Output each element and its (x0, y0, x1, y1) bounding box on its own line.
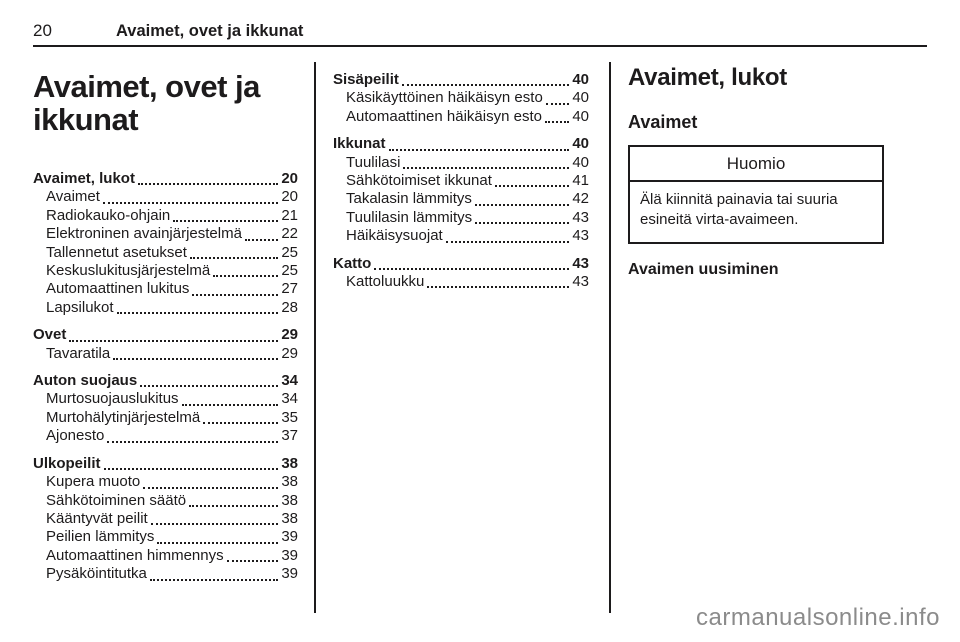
toc-entry-page: 39 (281, 565, 298, 583)
toc-entry[interactable] (33, 565, 298, 583)
toc-column-middle (333, 62, 589, 291)
toc-entry[interactable] (33, 170, 298, 188)
toc-entry[interactable] (33, 409, 298, 427)
toc-leader-dots (495, 185, 569, 187)
toc-entry-label: Ajonesto (46, 427, 105, 445)
toc-entry-page: 38 (281, 473, 298, 491)
toc-leader-dots (475, 204, 569, 206)
toc-entry[interactable] (333, 135, 589, 153)
toc-entry-page: 43 (572, 227, 589, 245)
toc-leader-dots (150, 579, 278, 581)
toc-entry-label: Sisäpeilit (333, 71, 399, 88)
toc-leader-dots (227, 560, 279, 562)
toc-entry[interactable] (33, 473, 298, 491)
toc-entry-page: 35 (281, 408, 298, 426)
toc-entry[interactable] (333, 209, 589, 227)
toc-entry[interactable] (333, 273, 589, 291)
toc-entry-label: Peilien lämmitys (46, 528, 155, 546)
toc-entry[interactable] (33, 207, 298, 225)
toc-entry[interactable] (333, 227, 589, 245)
toc-entry-label: Automaattinen häikäisyn esto (346, 107, 542, 125)
toc-leader-dots (113, 358, 278, 360)
toc-leader-dots (151, 523, 279, 525)
toc-leader-dots (103, 202, 278, 204)
toc-leader-dots (427, 286, 569, 288)
column-divider-left (314, 62, 316, 613)
toc-entry-label: Kattoluukku (346, 273, 425, 291)
toc-entry-page: 38 (281, 454, 298, 472)
toc-entry-label: Automaattinen lukitus (46, 280, 190, 298)
toc-leader-dots (143, 487, 278, 489)
toc-entry[interactable] (33, 244, 298, 262)
toc-leader-dots (389, 149, 570, 151)
toc-entry-label: Ulkopeilit (33, 454, 101, 472)
toc-entry-label: Pysäköintitutka (46, 565, 147, 583)
toc-entry-page: 34 (281, 390, 298, 408)
toc-entry-label: Elektroninen avainjärjestelmä (46, 225, 242, 243)
toc-entry-label: Takalasin lämmitys (346, 190, 472, 208)
toc-leader-dots (402, 84, 569, 86)
toc-entry-label: Murtohälytinjärjestelmä (46, 408, 201, 426)
toc-leader-dots (245, 239, 278, 241)
toc-entry-page: 40 (572, 135, 589, 153)
toc-entry[interactable] (33, 225, 298, 243)
toc-entry-page: 42 (572, 190, 589, 208)
toc-entry-page: 27 (281, 280, 298, 298)
article-column (628, 62, 884, 288)
toc-entry-page: 38 (281, 491, 298, 509)
chapter-heading: Avaimet, ovet ja ikkunat (33, 69, 260, 137)
subsection-title: Avaimet (628, 112, 698, 132)
toc-leader-dots (189, 505, 278, 507)
toc-entry-page: 29 (281, 326, 298, 344)
running-chapter-title: Avaimet, ovet ja ikkunat (116, 22, 304, 40)
toc-entry[interactable] (333, 190, 589, 208)
toc-entry-label: Kupera muoto (46, 473, 141, 491)
toc-entry[interactable] (33, 547, 298, 565)
watermark-site-link[interactable]: carmanualsonline.info (696, 604, 940, 631)
toc-entry-label: Radiokauko-ohjain (46, 206, 171, 224)
toc-entry[interactable] (33, 427, 298, 445)
toc-leader-dots (107, 441, 278, 443)
toc-leader-dots (117, 312, 279, 314)
toc-entry-page: 40 (572, 71, 589, 88)
toc-entry-label: Kääntyvät peilit (46, 509, 148, 527)
toc-leader-dots (104, 468, 279, 470)
toc-entry-page: 43 (572, 208, 589, 226)
toc-entry-page: 21 (281, 206, 298, 224)
toc-leader-dots (213, 275, 278, 277)
toc-entry-label: Sähkötoiminen säätö (46, 491, 187, 509)
toc-column-left (33, 62, 298, 584)
toc-entry-page: 43 (572, 254, 589, 272)
toc-entry-page: 43 (572, 273, 589, 291)
toc-list-left (33, 170, 298, 584)
toc-entry-page: 22 (281, 225, 298, 243)
caution-box (628, 145, 884, 244)
toc-entry-label: Sähkötoimiset ikkunat (346, 172, 492, 190)
toc-entry[interactable] (333, 255, 589, 273)
toc-entry-label: Tuulilasin lämmitys (346, 208, 473, 226)
toc-entry-label: Automaattinen himmennys (46, 546, 224, 564)
toc-leader-dots (545, 121, 569, 123)
toc-entry-page: 29 (281, 344, 298, 362)
toc-entry-label: Keskuslukitusjärjestelmä (46, 262, 211, 280)
toc-entry-label: Murtosuojauslukitus (46, 390, 179, 408)
toc-entry[interactable] (333, 154, 589, 172)
toc-entry-page: 20 (281, 170, 298, 187)
header-rule (33, 45, 927, 47)
toc-entry-page: 39 (281, 528, 298, 546)
toc-leader-dots (157, 542, 278, 544)
toc-leader-dots (69, 340, 278, 342)
toc-entry-page: 41 (572, 172, 589, 190)
toc-entry-page: 25 (281, 262, 298, 280)
toc-entry[interactable] (333, 172, 589, 190)
toc-entry[interactable] (33, 326, 298, 344)
toc-leader-dots (374, 268, 569, 270)
toc-entry[interactable] (33, 510, 298, 528)
toc-entry[interactable] (33, 372, 298, 390)
toc-leader-dots (203, 422, 278, 424)
toc-entry[interactable] (33, 299, 298, 317)
caution-box-body: Älä kiinnitä painavia tai suuria esineitä virta-avaimeen. (640, 191, 838, 228)
toc-entry-page: 37 (281, 427, 298, 445)
toc-entry-label: Käsikäyttöinen häikäisyn esto (346, 89, 543, 107)
toc-leader-dots (138, 183, 278, 185)
toc-entry[interactable] (33, 492, 298, 510)
toc-leader-dots (403, 167, 569, 169)
toc-entry-page: 25 (281, 243, 298, 261)
toc-entry-label: Ovet (33, 326, 67, 344)
toc-entry-label: Auton suojaus (33, 372, 138, 390)
toc-leader-dots (192, 294, 278, 296)
toc-entry[interactable] (33, 528, 298, 546)
toc-leader-dots (475, 222, 569, 224)
toc-entry-page: 40 (572, 107, 589, 125)
toc-entry[interactable] (33, 455, 298, 473)
toc-leader-dots (190, 257, 278, 259)
toc-entry-label: Lapsilukot (46, 298, 114, 316)
toc-entry[interactable] (333, 89, 589, 107)
toc-entry-page: 38 (281, 509, 298, 527)
toc-leader-dots (446, 241, 570, 243)
toc-entry-page: 40 (572, 89, 589, 107)
toc-entry[interactable] (33, 345, 298, 363)
toc-entry-page: 20 (281, 188, 298, 206)
toc-entry[interactable] (333, 71, 589, 89)
toc-entry-label: Avaimet (46, 188, 100, 206)
toc-entry-page: 40 (572, 153, 589, 171)
toc-entry[interactable] (33, 280, 298, 298)
toc-leader-dots (546, 103, 570, 105)
section-title: Avaimet, lukot (628, 64, 787, 91)
toc-entry-page: 28 (281, 298, 298, 316)
column-divider-right (609, 62, 611, 613)
toc-leader-dots (173, 220, 278, 222)
toc-entry-label: Tavaratila (46, 344, 111, 362)
toc-entry[interactable] (333, 108, 589, 126)
toc-entry[interactable] (33, 188, 298, 206)
toc-entry-page: 34 (281, 372, 298, 390)
caution-box-title: Huomio (630, 147, 882, 182)
toc-entry[interactable] (33, 262, 298, 280)
toc-leader-dots (140, 385, 278, 387)
page-number: 20 (33, 21, 52, 40)
toc-entry-label: Tuulilasi (346, 153, 401, 171)
key-replacement-heading: Avaimen uusiminen (628, 261, 779, 278)
toc-entry-label: Häikäisysuojat (346, 227, 443, 245)
toc-entry-label: Ikkunat (333, 135, 386, 153)
toc-entry-label: Katto (333, 254, 372, 272)
toc-entry[interactable] (33, 390, 298, 408)
toc-entry-label: Tallennetut asetukset (46, 243, 187, 261)
toc-entry-page: 39 (281, 546, 298, 564)
toc-entry-label: Avaimet, lukot (33, 170, 135, 187)
toc-list-middle (333, 71, 589, 291)
toc-leader-dots (182, 404, 279, 406)
